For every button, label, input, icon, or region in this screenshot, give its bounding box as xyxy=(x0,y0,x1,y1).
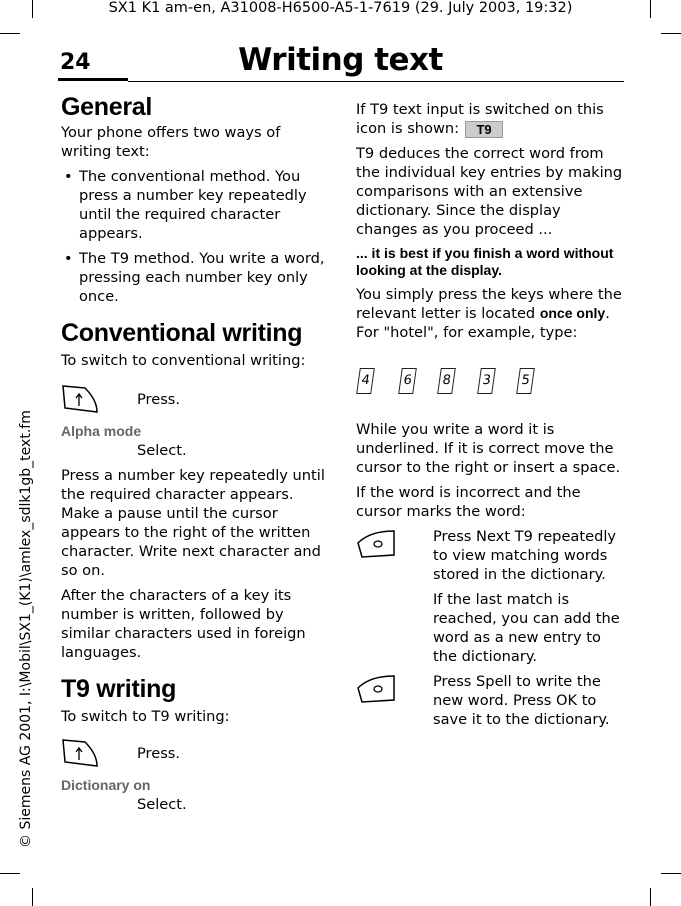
crop-mark xyxy=(0,873,20,874)
general-intro: Your phone offers two ways of writing text: xyxy=(61,124,281,160)
conventional-para: Press a number key repeatedly until the required character appears. Make a pause until the cursor appears to the right of the written character. Write next character and so on. xyxy=(61,467,325,579)
crop-mark xyxy=(661,33,681,34)
bullet-item: • The T9 method. You write a word, pressing each number key only once. xyxy=(61,249,329,306)
header-rule xyxy=(128,81,624,82)
incorrect-para: If the word is incorrect and the cursor marks the word: xyxy=(356,484,581,520)
keys-para: You simply press the keys where the relevant letter is located once only. For "hotel", for example, type: xyxy=(356,286,622,341)
conventional-heading: Conventional writing xyxy=(61,319,303,347)
press-text: Press. xyxy=(137,391,181,408)
general-heading: General xyxy=(61,93,153,121)
crop-mark xyxy=(0,33,20,34)
key-4: 4 xyxy=(356,368,375,394)
t9-icon-para: If T9 text input is switched on this icon is shown: T9 xyxy=(356,101,604,137)
press-row xyxy=(61,384,329,418)
next-text: Press Next T9 repeatedly to view matching words stored in the dictionary. xyxy=(433,528,617,583)
conventional-intro: To switch to conventional writing: xyxy=(61,352,306,369)
key-sequence xyxy=(356,348,624,410)
t9-icon: T9 xyxy=(465,121,503,138)
crop-mark xyxy=(650,888,651,906)
bold-note: ... it is best if you finish a word without looking at the display. xyxy=(356,245,614,278)
softkey-icon xyxy=(61,384,101,416)
spell-text: Press Spell to write the new word. Press OK to save it to the dictionary. xyxy=(433,673,610,728)
right-softkey-icon xyxy=(356,529,398,559)
next-text-2: If the last match is reached, you can add the word as a new entry to the dictionary. xyxy=(433,591,620,665)
t9-para: T9 deduces the correct word from the individual key entries by making comparisons with an extensive dictionary. Since the display changes as you proceed ... xyxy=(356,145,623,238)
press-text: Press. xyxy=(137,745,181,762)
spell-row xyxy=(356,672,624,729)
conventional-para: After the characters of a key its number is written, followed by similar characters used in foreign languages. xyxy=(61,587,306,661)
underline-para: While you write a word it is underlined. If it is correct move the cursor to the right or insert a space. xyxy=(356,421,621,476)
sidebar-path: © Siemens AG 2001, I:\Mobil\SX1_(K1)\amlex_sdlk1gb_text.fm xyxy=(18,410,34,848)
crop-mark xyxy=(661,873,681,874)
key-6: 6 xyxy=(398,368,417,394)
next-row xyxy=(356,527,624,666)
key-3: 3 xyxy=(477,368,496,394)
bullet-item: • The conventional method. You press a number key repeatedly until the required character appears. xyxy=(61,167,329,243)
t9-intro: To switch to T9 writing: xyxy=(61,708,230,725)
select-text: Select. xyxy=(137,442,187,459)
softkey-icon xyxy=(61,738,101,770)
press-row xyxy=(61,738,329,772)
print-header: SX1 K1 am-en, A31008-H6500-A5-1-7619 (29. July 2003, 19:32) xyxy=(108,0,573,16)
right-column xyxy=(356,100,624,735)
select-text: Select. xyxy=(137,796,187,813)
page-title: Writing text xyxy=(238,42,443,78)
left-column xyxy=(61,93,329,820)
menu-alpha-mode: Alpha mode xyxy=(61,423,142,439)
t9-heading: T9 writing xyxy=(61,675,177,703)
key-8: 8 xyxy=(437,368,456,394)
header-rule-thick xyxy=(58,78,128,81)
right-softkey-icon xyxy=(356,674,398,704)
crop-mark xyxy=(32,888,33,906)
page-number: 24 xyxy=(60,50,91,75)
menu-dictionary-on: Dictionary on xyxy=(61,777,151,793)
once-only: once only xyxy=(539,305,606,321)
key-5: 5 xyxy=(516,368,535,394)
